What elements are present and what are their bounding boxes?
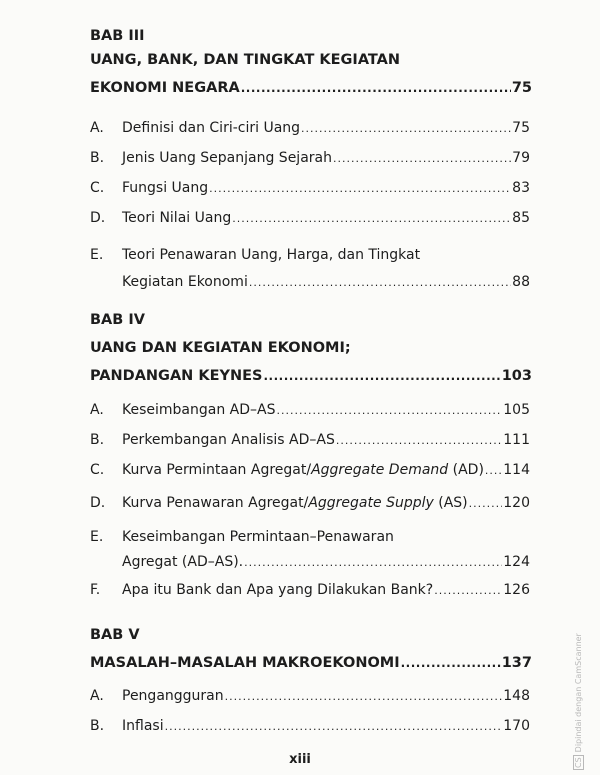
entry-letter: C.: [90, 462, 105, 478]
toc-entry[interactable]: [90, 552, 530, 573]
camscanner-watermark: [574, 633, 583, 770]
chapter-title-line: MASALAH–MASALAH MAKROEKONOMI: [90, 655, 400, 671]
chapter-title-line: EKONOMI NEGARA: [90, 80, 240, 96]
entry-title: Inflasi: [122, 718, 164, 734]
chapter-label: BAB V: [90, 627, 140, 643]
entry-letter: A.: [90, 688, 104, 704]
dot-leader: [244, 553, 502, 573]
chapter-label: BAB III: [90, 28, 145, 44]
entry-letter: C.: [90, 180, 105, 196]
toc-entry[interactable]: [90, 716, 530, 737]
entry-title: Agregat (AD–AS).: [122, 554, 244, 570]
chapter-title-line: UANG DAN KEGIATAN EKONOMI;: [90, 340, 351, 356]
chapter-page-number: 103: [501, 368, 532, 384]
dot-leader: [241, 78, 511, 98]
entry-title: Keseimbangan AD–AS: [122, 402, 276, 418]
entry-page-number: 75: [512, 120, 530, 136]
chapter-title-entry[interactable]: [90, 653, 532, 673]
toc-entry-line: [90, 245, 530, 265]
dot-leader: [434, 581, 502, 601]
chapter-page-number: 137: [501, 655, 532, 671]
dot-leader: [249, 273, 511, 293]
toc-entry[interactable]: [90, 272, 530, 293]
page-number: xiii: [289, 752, 311, 767]
entry-title: Kurva Permintaan Agregat/Aggregate Demand (AD): [122, 462, 484, 478]
entry-letter: F.: [90, 582, 101, 598]
toc-entry[interactable]: [90, 580, 530, 601]
chapter-title-entry[interactable]: [90, 78, 532, 98]
entry-title: Teori Nilai Uang: [122, 210, 232, 226]
entry-title: Kurva Penawaran Agregat/Aggregate Supply (AS): [122, 495, 468, 511]
dot-leader: [301, 119, 511, 139]
chapter-title-entry[interactable]: [90, 366, 532, 386]
entry-page-number: 79: [512, 150, 530, 166]
dot-leader: [276, 401, 502, 421]
entry-letter: B.: [90, 432, 105, 448]
toc-entry[interactable]: [90, 118, 530, 139]
entry-title: Definisi dan Ciri-ciri Uang: [122, 120, 301, 136]
toc-entry[interactable]: [90, 148, 530, 169]
dot-leader: [225, 687, 503, 707]
entry-title: Pengangguran: [122, 688, 224, 704]
chapter-label: BAB IV: [90, 312, 145, 328]
entry-page-number: 124: [503, 554, 530, 570]
entry-page-number: 85: [512, 210, 530, 226]
entry-title: Perkembangan Analisis AD–AS: [122, 432, 335, 448]
entry-page-number: 111: [503, 432, 530, 448]
entry-letter: D.: [90, 495, 106, 511]
entry-page-number: 120: [503, 495, 530, 511]
toc-entry[interactable]: [90, 493, 530, 514]
entry-page-number: 105: [503, 402, 530, 418]
entry-letter: A.: [90, 402, 104, 418]
entry-letter: D.: [90, 210, 106, 226]
entry-page-number: 148: [503, 688, 530, 704]
toc-entry[interactable]: [90, 686, 530, 707]
entry-letter: E.: [90, 529, 104, 545]
chapter-page-number: 75: [511, 80, 532, 96]
toc-entry[interactable]: [90, 178, 530, 199]
dot-leader: [333, 149, 511, 169]
entry-page-number: 83: [512, 180, 530, 196]
entry-letter: E.: [90, 247, 104, 263]
dot-leader: [232, 209, 511, 229]
chapter-title-line: UANG, BANK, DAN TINGKAT KEGIATAN: [90, 52, 401, 68]
dot-leader: [336, 431, 502, 451]
chapter-title-line: PANDANGAN KEYNES: [90, 368, 263, 384]
entry-page-number: 170: [503, 718, 530, 734]
entry-title: Keseimbangan Permintaan–Penawaran: [122, 529, 394, 545]
dot-leader: [485, 461, 502, 481]
watermark-text: Dipindai dengan CamScanner: [574, 633, 583, 753]
toc-entry[interactable]: [90, 208, 530, 229]
toc-entry[interactable]: [90, 400, 530, 421]
dot-leader: [469, 494, 503, 514]
entry-letter: A.: [90, 120, 104, 136]
entry-title: Teori Penawaran Uang, Harga, dan Tingkat: [122, 247, 421, 263]
entry-title: Fungsi Uang: [122, 180, 209, 196]
entry-title: Kegiatan Ekonomi: [122, 274, 248, 290]
toc-entry[interactable]: [90, 460, 530, 481]
entry-page-number: 126: [503, 582, 530, 598]
entry-title: Jenis Uang Sepanjang Sejarah: [122, 150, 332, 166]
dot-leader: [165, 717, 503, 737]
dot-leader: [263, 366, 500, 386]
entry-letter: B.: [90, 718, 105, 734]
dot-leader: [209, 179, 511, 199]
entry-title: Apa itu Bank dan Apa yang Dilakukan Bank?: [122, 582, 434, 598]
toc-entry-line: [90, 527, 530, 547]
dot-leader: [401, 653, 501, 673]
toc-entry[interactable]: [90, 430, 530, 451]
camscanner-logo: CS: [574, 757, 583, 768]
entry-page-number: 114: [503, 462, 530, 478]
entry-page-number: 88: [512, 274, 530, 290]
entry-letter: B.: [90, 150, 105, 166]
